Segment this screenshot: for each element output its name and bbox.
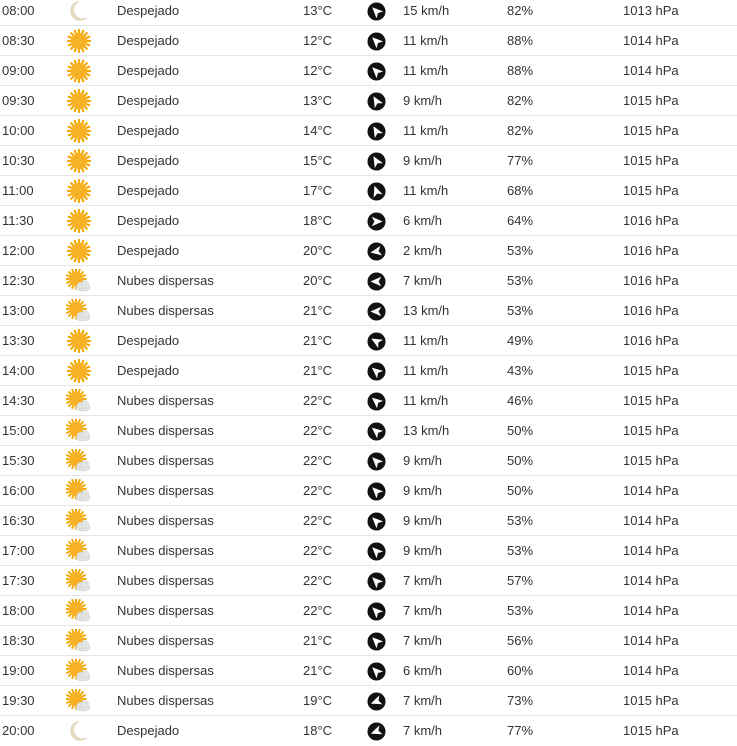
row-wind-speed: 2 km/h: [403, 243, 443, 258]
forecast-row: [0, 716, 737, 746]
row-description: Nubes dispersas: [117, 453, 214, 468]
sun-icon: [66, 179, 92, 203]
forecast-row: [0, 506, 737, 536]
row-wind-speed: 9 km/h: [403, 453, 443, 468]
sun-cloud-icon: [66, 449, 92, 473]
row-description: Despejado: [117, 243, 180, 258]
wind-direction-icon: [367, 272, 386, 291]
forecast-row: [0, 56, 737, 86]
row-wind-speed: 9 km/h: [403, 543, 443, 558]
row-temperature: 22°C: [303, 513, 333, 528]
row-pressure: 1016 hPa: [623, 213, 679, 228]
wind-direction-icon: [367, 332, 386, 351]
row-temperature: 14°C: [303, 123, 333, 138]
row-pressure: 1015 hPa: [623, 123, 679, 138]
row-wind-speed: 6 km/h: [403, 663, 443, 678]
row-time: 14:00: [2, 363, 35, 378]
wind-direction-icon: [367, 182, 386, 201]
row-temperature: 22°C: [303, 543, 333, 558]
row-description: Nubes dispersas: [117, 303, 214, 318]
sun-icon: [66, 89, 92, 113]
row-temperature: 12°C: [303, 63, 333, 78]
row-humidity: 53%: [507, 243, 534, 258]
wind-direction-icon: [367, 242, 386, 261]
sun-cloud-icon: [66, 689, 92, 713]
row-pressure: 1014 hPa: [623, 633, 679, 648]
forecast-row: [0, 236, 737, 266]
sun-icon: [66, 29, 92, 53]
wind-direction-icon: [367, 92, 386, 111]
row-description: Despejado: [117, 723, 180, 738]
wind-direction-icon: [367, 452, 386, 471]
wind-direction-icon: [367, 572, 386, 591]
forecast-row: [0, 626, 737, 656]
sun-cloud-icon: [66, 419, 92, 443]
row-humidity: 57%: [507, 573, 534, 588]
wind-direction-icon: [367, 662, 386, 681]
row-time: 16:30: [2, 513, 35, 528]
row-humidity: 53%: [507, 273, 534, 288]
forecast-row: [0, 416, 737, 446]
row-pressure: 1016 hPa: [623, 303, 679, 318]
row-pressure: 1014 hPa: [623, 513, 679, 528]
row-temperature: 18°C: [303, 723, 333, 738]
row-pressure: 1015 hPa: [623, 393, 679, 408]
forecast-row: [0, 146, 737, 176]
row-humidity: 49%: [507, 333, 534, 348]
forecast-row: [0, 26, 737, 56]
row-temperature: 21°C: [303, 663, 333, 678]
row-temperature: 19°C: [303, 693, 333, 708]
row-wind-speed: 13 km/h: [403, 303, 450, 318]
row-description: Nubes dispersas: [117, 603, 214, 618]
row-humidity: 50%: [507, 483, 534, 498]
row-wind-speed: 9 km/h: [403, 483, 443, 498]
row-time: 10:30: [2, 153, 35, 168]
row-time: 17:30: [2, 573, 35, 588]
row-time: 13:00: [2, 303, 35, 318]
row-humidity: 56%: [507, 633, 534, 648]
wind-direction-icon: [367, 692, 386, 711]
wind-direction-icon: [367, 2, 386, 21]
row-humidity: 88%: [507, 63, 534, 78]
row-humidity: 53%: [507, 603, 534, 618]
row-temperature: 13°C: [303, 3, 333, 18]
forecast-row: [0, 266, 737, 296]
row-time: 09:30: [2, 93, 35, 108]
sun-cloud-icon: [66, 659, 92, 683]
wind-direction-icon: [367, 632, 386, 651]
row-wind-speed: 7 km/h: [403, 603, 443, 618]
sun-icon: [66, 239, 92, 263]
row-description: Nubes dispersas: [117, 273, 214, 288]
row-pressure: 1014 hPa: [623, 543, 679, 558]
wind-direction-icon: [367, 512, 386, 531]
wind-direction-icon: [367, 602, 386, 621]
row-pressure: 1015 hPa: [623, 93, 679, 108]
row-time: 19:30: [2, 693, 35, 708]
row-temperature: 13°C: [303, 93, 333, 108]
row-description: Despejado: [117, 123, 180, 138]
row-time: 20:00: [2, 723, 35, 738]
row-temperature: 22°C: [303, 603, 333, 618]
row-description: Nubes dispersas: [117, 513, 214, 528]
forecast-row: [0, 296, 737, 326]
wind-direction-icon: [367, 542, 386, 561]
row-humidity: 53%: [507, 303, 534, 318]
row-time: 17:00: [2, 543, 35, 558]
row-wind-speed: 6 km/h: [403, 213, 443, 228]
row-wind-speed: 9 km/h: [403, 93, 443, 108]
row-wind-speed: 7 km/h: [403, 723, 443, 738]
wind-direction-icon: [367, 152, 386, 171]
row-description: Despejado: [117, 333, 180, 348]
row-wind-speed: 7 km/h: [403, 573, 443, 588]
row-humidity: 73%: [507, 693, 534, 708]
row-pressure: 1014 hPa: [623, 573, 679, 588]
row-humidity: 77%: [507, 153, 534, 168]
row-wind-speed: 11 km/h: [403, 33, 449, 48]
row-wind-speed: 7 km/h: [403, 693, 443, 708]
row-humidity: 68%: [507, 183, 534, 198]
row-pressure: 1015 hPa: [623, 723, 679, 738]
forecast-row: [0, 686, 737, 716]
wind-direction-icon: [367, 392, 386, 411]
row-temperature: 21°C: [303, 363, 333, 378]
row-wind-speed: 11 km/h: [403, 63, 449, 78]
row-pressure: 1016 hPa: [623, 273, 679, 288]
row-pressure: 1015 hPa: [623, 453, 679, 468]
forecast-row: [0, 446, 737, 476]
row-pressure: 1016 hPa: [623, 243, 679, 258]
wind-direction-icon: [367, 722, 386, 741]
row-description: Despejado: [117, 213, 180, 228]
row-temperature: 22°C: [303, 393, 333, 408]
row-humidity: 82%: [507, 123, 534, 138]
row-temperature: 21°C: [303, 303, 333, 318]
row-description: Despejado: [117, 93, 180, 108]
row-description: Despejado: [117, 363, 180, 378]
row-temperature: 12°C: [303, 33, 333, 48]
row-time: 19:00: [2, 663, 35, 678]
row-time: 08:30: [2, 33, 35, 48]
row-humidity: 53%: [507, 543, 534, 558]
sun-icon: [66, 59, 92, 83]
forecast-row: [0, 86, 737, 116]
row-humidity: 82%: [507, 3, 534, 18]
row-humidity: 43%: [507, 363, 534, 378]
sun-icon: [66, 119, 92, 143]
row-humidity: 77%: [507, 723, 534, 738]
row-temperature: 18°C: [303, 213, 333, 228]
forecast-row: [0, 476, 737, 506]
sun-icon: [66, 209, 92, 233]
row-pressure: 1014 hPa: [623, 483, 679, 498]
row-description: Nubes dispersas: [117, 663, 214, 678]
sun-icon: [66, 359, 92, 383]
row-description: Despejado: [117, 33, 180, 48]
row-pressure: 1014 hPa: [623, 663, 679, 678]
sun-cloud-icon: [66, 539, 92, 563]
wind-direction-icon: [367, 362, 386, 381]
row-description: Despejado: [117, 183, 180, 198]
row-pressure: 1015 hPa: [623, 183, 679, 198]
forecast-row: [0, 386, 737, 416]
row-temperature: 17°C: [303, 183, 333, 198]
row-pressure: 1015 hPa: [623, 363, 679, 378]
moon-icon: [66, 0, 92, 23]
row-description: Nubes dispersas: [117, 633, 214, 648]
sun-icon: [66, 149, 92, 173]
row-time: 12:30: [2, 273, 35, 288]
row-humidity: 88%: [507, 33, 534, 48]
wind-direction-icon: [367, 482, 386, 501]
row-temperature: 20°C: [303, 273, 333, 288]
wind-direction-icon: [367, 62, 386, 81]
row-time: 08:00: [2, 3, 35, 18]
sun-cloud-icon: [66, 299, 92, 323]
row-humidity: 82%: [507, 93, 534, 108]
row-pressure: 1014 hPa: [623, 33, 679, 48]
wind-direction-icon: [367, 122, 386, 141]
row-pressure: 1016 hPa: [623, 333, 679, 348]
row-description: Nubes dispersas: [117, 573, 214, 588]
row-time: 14:30: [2, 393, 35, 408]
row-humidity: 50%: [507, 453, 534, 468]
forecast-row: [0, 536, 737, 566]
row-time: 18:30: [2, 633, 35, 648]
row-pressure: 1014 hPa: [623, 603, 679, 618]
row-temperature: 22°C: [303, 453, 333, 468]
row-time: 18:00: [2, 603, 35, 618]
row-humidity: 46%: [507, 393, 534, 408]
row-time: 12:00: [2, 243, 35, 258]
forecast-row: [0, 656, 737, 686]
sun-icon: [66, 329, 92, 353]
row-humidity: 53%: [507, 513, 534, 528]
sun-cloud-icon: [66, 629, 92, 653]
row-time: 13:30: [2, 333, 35, 348]
row-wind-speed: 9 km/h: [403, 513, 443, 528]
row-time: 09:00: [2, 63, 35, 78]
row-wind-speed: 11 km/h: [403, 183, 449, 198]
row-pressure: 1015 hPa: [623, 693, 679, 708]
wind-direction-icon: [367, 302, 386, 321]
row-temperature: 20°C: [303, 243, 333, 258]
forecast-row: [0, 326, 737, 356]
row-wind-speed: 7 km/h: [403, 273, 443, 288]
forecast-row: [0, 0, 737, 26]
row-pressure: 1015 hPa: [623, 423, 679, 438]
forecast-row: [0, 116, 737, 146]
row-wind-speed: 11 km/h: [403, 393, 449, 408]
row-pressure: 1013 hPa: [623, 3, 679, 18]
forecast-row: [0, 206, 737, 236]
row-wind-speed: 11 km/h: [403, 333, 449, 348]
row-temperature: 15°C: [303, 153, 333, 168]
forecast-row: [0, 596, 737, 626]
row-temperature: 21°C: [303, 633, 333, 648]
wind-direction-icon: [367, 212, 386, 231]
sun-cloud-icon: [66, 509, 92, 533]
wind-direction-icon: [367, 32, 386, 51]
forecast-row: [0, 356, 737, 386]
forecast-row: [0, 176, 737, 206]
row-humidity: 50%: [507, 423, 534, 438]
row-time: 10:00: [2, 123, 35, 138]
row-humidity: 60%: [507, 663, 534, 678]
row-wind-speed: 7 km/h: [403, 633, 443, 648]
row-description: Despejado: [117, 63, 180, 78]
row-description: Nubes dispersas: [117, 423, 214, 438]
sun-cloud-icon: [66, 269, 92, 293]
row-description: Despejado: [117, 153, 180, 168]
row-pressure: 1014 hPa: [623, 63, 679, 78]
row-description: Nubes dispersas: [117, 693, 214, 708]
row-humidity: 64%: [507, 213, 534, 228]
row-temperature: 22°C: [303, 423, 333, 438]
row-description: Despejado: [117, 3, 180, 18]
row-wind-speed: 15 km/h: [403, 3, 450, 18]
sun-cloud-icon: [66, 479, 92, 503]
sun-cloud-icon: [66, 569, 92, 593]
sun-cloud-icon: [66, 389, 92, 413]
row-time: 15:30: [2, 453, 35, 468]
row-wind-speed: 9 km/h: [403, 153, 443, 168]
wind-direction-icon: [367, 422, 386, 441]
row-wind-speed: 11 km/h: [403, 363, 449, 378]
row-description: Nubes dispersas: [117, 543, 214, 558]
forecast-row: [0, 566, 737, 596]
row-time: 16:00: [2, 483, 35, 498]
row-temperature: 21°C: [303, 333, 333, 348]
row-wind-speed: 11 km/h: [403, 123, 449, 138]
row-temperature: 22°C: [303, 573, 333, 588]
row-time: 11:00: [2, 183, 34, 198]
row-time: 11:30: [2, 213, 34, 228]
row-description: Nubes dispersas: [117, 393, 214, 408]
row-temperature: 22°C: [303, 483, 333, 498]
moon-icon: [66, 719, 92, 743]
row-description: Nubes dispersas: [117, 483, 214, 498]
row-time: 15:00: [2, 423, 35, 438]
row-pressure: 1015 hPa: [623, 153, 679, 168]
row-wind-speed: 13 km/h: [403, 423, 450, 438]
sun-cloud-icon: [66, 599, 92, 623]
